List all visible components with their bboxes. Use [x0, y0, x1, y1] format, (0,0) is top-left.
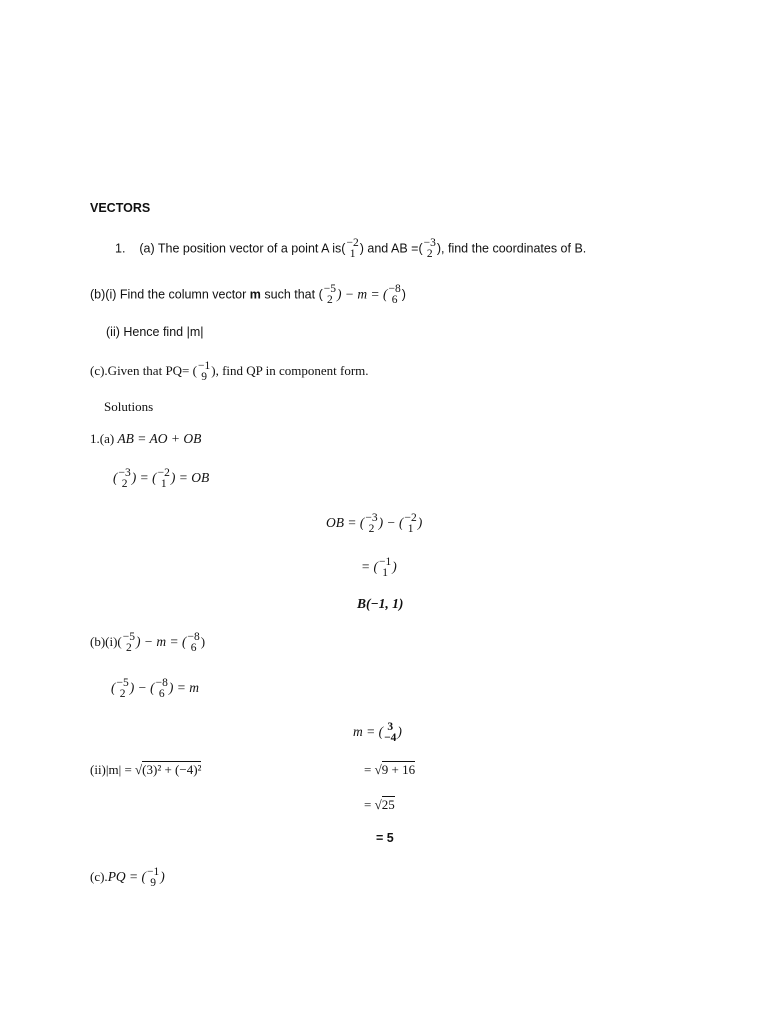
solution-answer-magnitude: = 5 — [376, 831, 394, 845]
question-number: 1. — [115, 241, 126, 256]
solution-answer-b: B(−1, 1) — [357, 596, 404, 611]
solution-line: m = ( 3 −4 ) — [353, 721, 402, 744]
question-1a: 1. (a) The position vector of a point A is( −2 1 ) and AB =( −3 2 ), find the coordinates of B. — [115, 237, 587, 260]
question-1c: (c).Given that PQ= ( −1 9 ), find QP in component form. — [90, 360, 369, 383]
column-vector: −5 2 — [323, 283, 336, 306]
solution-line: ( −5 2 ) − ( −8 6 ) = m — [111, 677, 199, 700]
question-1b-ii: (ii) Hence find |m| — [106, 325, 204, 339]
column-vector: −2 1 — [346, 237, 359, 260]
page-title: VECTORS — [90, 201, 151, 215]
solution-line: = √9 + 16 — [364, 762, 416, 777]
solution-line: OB = ( −3 2 ) − ( −2 1 ) — [326, 512, 423, 535]
column-vector: −3 2 — [423, 237, 436, 260]
question-1b-i: (b)(i) Find the column vector m such that ( −5 2 ) − m = ( −8 6 ) — [90, 283, 406, 306]
solution-1b-ii: (ii)|m| = √(3)² + (−4)² — [90, 762, 202, 777]
column-vector: −8 6 — [388, 283, 401, 306]
solution-1c: (c).PQ = ( −1 9 ) — [90, 866, 165, 889]
solutions-heading: Solutions — [104, 399, 154, 414]
solution-line: = ( −1 1 ) — [361, 556, 397, 579]
column-vector: −1 9 — [197, 360, 211, 383]
solution-1a-equation: 1.(a) AB = AO + OB — [90, 431, 202, 446]
solution-line: = √25 — [364, 797, 395, 812]
solution-line: ( −3 2 ) = ( −2 1 ) = OB — [113, 467, 210, 490]
solution-1b-i: (b)(i)( −5 2 ) − m = ( −8 6 ) — [90, 631, 206, 654]
